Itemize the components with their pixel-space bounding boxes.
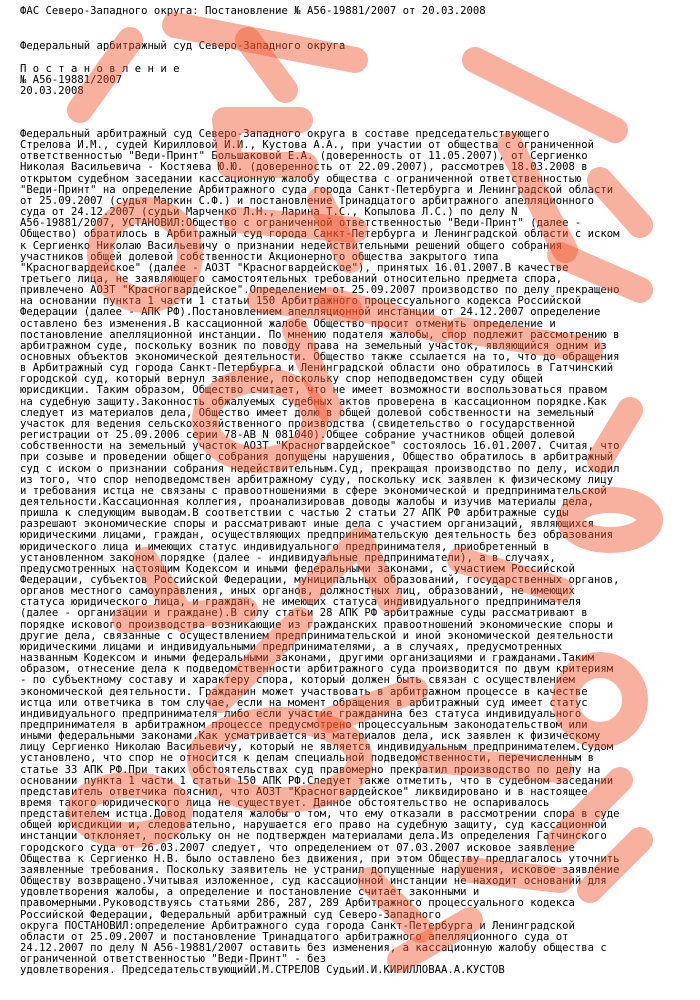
body-text-line: юридическими лицами и индивидуальными предпринимателями, а в случаях, предусмотренных bbox=[20, 640, 563, 653]
body-text-line: основных объектов экономической деятельности. Общество также ссылается на то, что до обращения bbox=[20, 351, 620, 363]
body-text-line: ограниченной ответственностью "Веди-Принт" - без bbox=[20, 953, 327, 966]
body-text-line: участок для ведения сельскохозяйственного производства (свидетельство о государственной bbox=[20, 417, 575, 430]
document-type: П о с т а н о в л е н и е bbox=[20, 63, 180, 75]
document-header-title: ФАС Северо-Западного округа: Постановление № А56-19881/2007 от 20.03.2008 bbox=[20, 5, 486, 17]
body-text-line: основании пункта 1 части 1 статьи 150 АПК РФ.Следует также отметить, что в судебном заседании bbox=[20, 774, 614, 787]
body-text-line: и требования истца не связаны с правоотношениями в сфере экономической и предпринимательской bbox=[20, 484, 607, 497]
body-text-line: участников общей долевой собственности Акционерного общества закрытого типа bbox=[20, 250, 499, 263]
body-text-line: статье 33 АПК РФ.При таких обстоятельствах суд правомерно прекратил производство по делу на bbox=[20, 763, 601, 776]
body-text-line: представитель ответчика пояснил, что АОЗТ "Красногвардейское" ликвидировано и в настоящее bbox=[20, 785, 588, 798]
body-text-line: правомерными.Руководствуясь статьями 286, 287, 289 Арбитражного процессуального кодекса bbox=[20, 897, 575, 910]
body-text-line: экономической деятельности. Гражданин может участвовать в арбитражном процессе в качестве bbox=[20, 685, 588, 698]
body-text-line: к Сергиенко Николаю Васильевичу о признании недействительными решений общего собрания bbox=[20, 239, 563, 252]
court-name: Федеральный арбитражный суд Северо-Западного округа bbox=[20, 40, 346, 52]
body-text-line: Федерации (далее - АПК РФ).Постановлением апелляционной инстанции от 24.12.2007 определение bbox=[20, 306, 601, 319]
body-text-line: от 25.09.2007 (судья Маркин С.Ф.) и постановление Тринадцатого арбитражного апелляционного bbox=[20, 194, 595, 207]
body-text-line: названным Кодексом и иными федеральными законами, другими организациями и гражданами.Таким bbox=[20, 652, 595, 665]
body-text-line: разрешают экономические споры и рассматривают иные дела с участием организаций, являющихся bbox=[20, 518, 595, 531]
body-text-line: общей юрисдикции и, следовательно, нарушается его право на судебную защиту, суд кассационной bbox=[20, 819, 607, 832]
body-text-line: привлечено АОЗТ "Красногвардейское".Определением от 25.09.2007 производство по делу прекращено bbox=[20, 284, 620, 297]
body-text-line: - по субъектному составу и характеру спора, который должен быть связан с осуществлением bbox=[20, 674, 575, 687]
body-text-line: юрисдикции. Таким образом, Общество считает, что не имеет возможности воспользоваться правом bbox=[20, 384, 607, 397]
body-text-line: представителем истца.Довод подателя жалобы о том, что ему отказали в рассмотрении спора в суде bbox=[20, 808, 620, 821]
body-text-line: юридического лица и имеющих статус индивидуального предпринимателя, приобретенный в bbox=[20, 540, 550, 553]
body-text-line: инстанции отклоняет, поскольку он не подтвержден материалами дела.Из определения Гатчинского bbox=[20, 830, 607, 843]
body-text-line: истца или ответчика в том случае, если на момент обращения в арбитражный суд имеет статус bbox=[20, 696, 588, 709]
body-text-line: из того, что спор неподведомствен арбитражному суду, поскольку иск заявлен к физическому лицу bbox=[20, 473, 614, 486]
body-text-line: образом, отнесение дела к подведомственности арбитражного суда производится по двум критериям bbox=[20, 663, 614, 676]
body-text-line: Федерации, субъектов Российской Федерации, муниципальных образований, государственных органов, bbox=[20, 574, 620, 586]
body-text-line: округа ПОСТАНОВИЛ:определение Арбитражного суда города Санкт-Петербурга и Ленинградской bbox=[20, 919, 575, 932]
body-text-line: суда от 24.12.2007 (судьи Марченко Л.Н., Ларина Т.С., Копылова Л.С.) по делу N bbox=[20, 206, 518, 219]
body-text-line: Стрелова И.М., судей Кирилловой И.И., Кустова А.А., при участии от общества с ограниченной bbox=[20, 139, 595, 152]
body-text-line: порядке искового производства возникающие из гражданских правоотношений экономические споры и bbox=[20, 618, 614, 631]
body-text-line: "Красногвардейское" (далее - АОЗТ "Красногвардейское"), принятых 16.01.2007.В качестве bbox=[20, 261, 569, 274]
body-text-line: суд с иском о признании собрания недействительным.Суд, прекращая производство по делу, исходил bbox=[20, 462, 620, 475]
case-number: № А56-19881/2007 bbox=[20, 74, 123, 86]
body-text-line: Общества к Сергиенко Н.В. было оставлено без движения, при этом Обществу предлагалось уточнить bbox=[20, 852, 620, 865]
body-text-line: арбитражном суде, поскольку возник по поводу права на земельный участок, являющийся одним из bbox=[20, 339, 607, 352]
body-text-line: "Веди-Принт" на определение Арбитражного суда города Санкт-Петербурга и Ленинградской области bbox=[20, 183, 614, 196]
body-text-line: лицу Сергиенко Николаю Васильевичу, который не является индивидуальным предпринимателем.Судом bbox=[20, 741, 614, 754]
body-text-line: на основании пункта 1 части 1 статьи 150 Арбитражного процессуального кодекса Российской bbox=[20, 295, 582, 308]
body-text-line: собственности на земельный участок АОЗТ "Красногвардейское" состоялось 16.01.2007. Считая, что bbox=[20, 440, 620, 453]
body-text-line: удовлетворения. ПредседательствующийИ.М.СТРЕЛОВ СудьиИ.И.КИРИЛЛОВАА.А.КУСТОВ bbox=[20, 964, 505, 977]
body-text-line: Федеральный арбитражный суд Северо-Западного округа в составе председательствующего bbox=[20, 128, 550, 140]
body-text-line: предусмотренных настоящим Кодексом и иными федеральными законами, с участием Российской bbox=[20, 562, 575, 575]
body-text-line: при созыве и проведении общего собрания допущены нарушения, Общество обратилось в арбитражный bbox=[20, 451, 614, 464]
body-text-line: городского суда от 26.03.2007 следует, что определением от 07.03.2007 исковое заявление bbox=[20, 841, 575, 854]
body-text-line: А56-19881/2007, УСТАНОВИЛ:Общество с ограниченной ответственностью "Веди-Принт" (далее - bbox=[20, 217, 582, 230]
body-text-line: Николая Васильевича - Костяева Ю.Ю. (доверенность от 22.09.2007), рассмотрев 18.03.2008 в bbox=[20, 161, 588, 174]
body-text-line: деятельности.Кассационная коллегия, проанализировав доводы жалобы и изучив материалы дела, bbox=[20, 495, 595, 508]
body-text-line: Российской Федерации, Федеральный арбитражный суд Северо-Западного bbox=[20, 908, 441, 921]
body-text-line: области от 25.09.2007 и постановление Тринадцатого арбитражного апелляционного суда от bbox=[20, 930, 569, 943]
body-text-line: городской суд, который вернул заявление, поскольку спор неподведомствен суду общей bbox=[20, 373, 543, 386]
document-date: 20.03.2008 bbox=[20, 85, 84, 97]
body-text-line: статуса юридического лица, и граждан, не имеющих статуса индивидуального предпринимателя bbox=[20, 596, 582, 609]
body-text-line: иными федеральными законами.Как усматривается из материалов дела, иск заявлен к физическому bbox=[20, 730, 601, 743]
body-text-line: на судебную защиту.Законность обжалуемых судебных актов проверена в кассационном порядке.Как bbox=[20, 395, 607, 408]
body-text-line: постановление апелляционной инстанции. По мнению подателя жалобы, спор подлежит рассмотрению в bbox=[20, 328, 620, 341]
body-text-line: предпринимателя в арбитражном процессе предусмотрено процессуальным законодательством или bbox=[20, 718, 588, 731]
body-text-line: время такого юридического лица не существует. Данное обстоятельство не оспаривалось bbox=[20, 797, 550, 809]
body-text-line: 24.12.2007 по делу N А56-19881/2007 оставить без изменения, а кассационную жалобу общества с bbox=[20, 941, 607, 954]
body-text-line: оставлено без изменения.В кассационной жалобе Общество просит отменить определение и bbox=[20, 317, 556, 330]
body-text-line: регистрации от 25.09.2006 серии 78-АВ N 081040).Общее собрание участников общей долевой bbox=[20, 429, 575, 442]
body-text-line: органов местного самоуправления, иных органов, должностных лиц, образований, не имеющих bbox=[20, 585, 575, 598]
body-text-line: удовлетворения жалобы, а определение и постановление считает законными и bbox=[20, 886, 480, 899]
body-text-line: индивидуального предпринимателя либо если участие гражданина без статуса индивидуального bbox=[20, 707, 582, 720]
body-text-line: открытом судебном заседании кассационную жалобу общества с ограниченной ответственностью bbox=[20, 172, 582, 185]
body-text-line: в Арбитражный суд города Санкт-Петербурга и Ленинградской области оно обратилось в Гатчинский bbox=[20, 362, 614, 375]
body-text-line: Общество) обратилось в Арбитражный суд города Санкт-Петербурга и Ленинградской области с иском bbox=[20, 228, 620, 241]
body-text-line: (далее - организации и граждане).В силу статьи 28 АПК РФ арбитражные суды рассматривают в bbox=[20, 607, 588, 620]
body-text-line: установлено, что спор не относится к делам специальной подведомственности, перечисленным в bbox=[20, 752, 595, 765]
body-text-line: Обществу возвращено.Учитывая изложенное, суд кассационной инстанции не находит оснований для bbox=[20, 875, 607, 888]
body-text-line: юридическими лицами, граждан, осуществляющих предпринимательскую деятельность без образования bbox=[20, 529, 614, 542]
body-text-line: третьего лица, не заявляющего самостоятельных требований относительно предмета спора, bbox=[20, 272, 563, 285]
body-text-line: ответственностью "Веди-Принт" Большаковой Е.А. (доверенность от 11.05.2007), от Сергиенко bbox=[20, 150, 588, 163]
body-text-line: другие дела, связанные с осуществлением предпринимательской и иной экономической деятельности bbox=[20, 629, 614, 642]
body-text-line: заявленные требования. Поскольку заявитель не устранил допущенные нарушения, исковое заявление bbox=[20, 863, 620, 876]
body-text-line: пришла к следующим выводам.В соответствии с частью 2 статьи 27 АПК РФ арбитражные суды bbox=[20, 507, 569, 520]
body-text-line: следует из материалов дела, Общество имеет долю в общей долевой собственности на земельный bbox=[20, 406, 595, 419]
body-text-line: установленном законом порядке (далее - индивидуальные предприниматели), а в случаях, bbox=[20, 551, 556, 564]
